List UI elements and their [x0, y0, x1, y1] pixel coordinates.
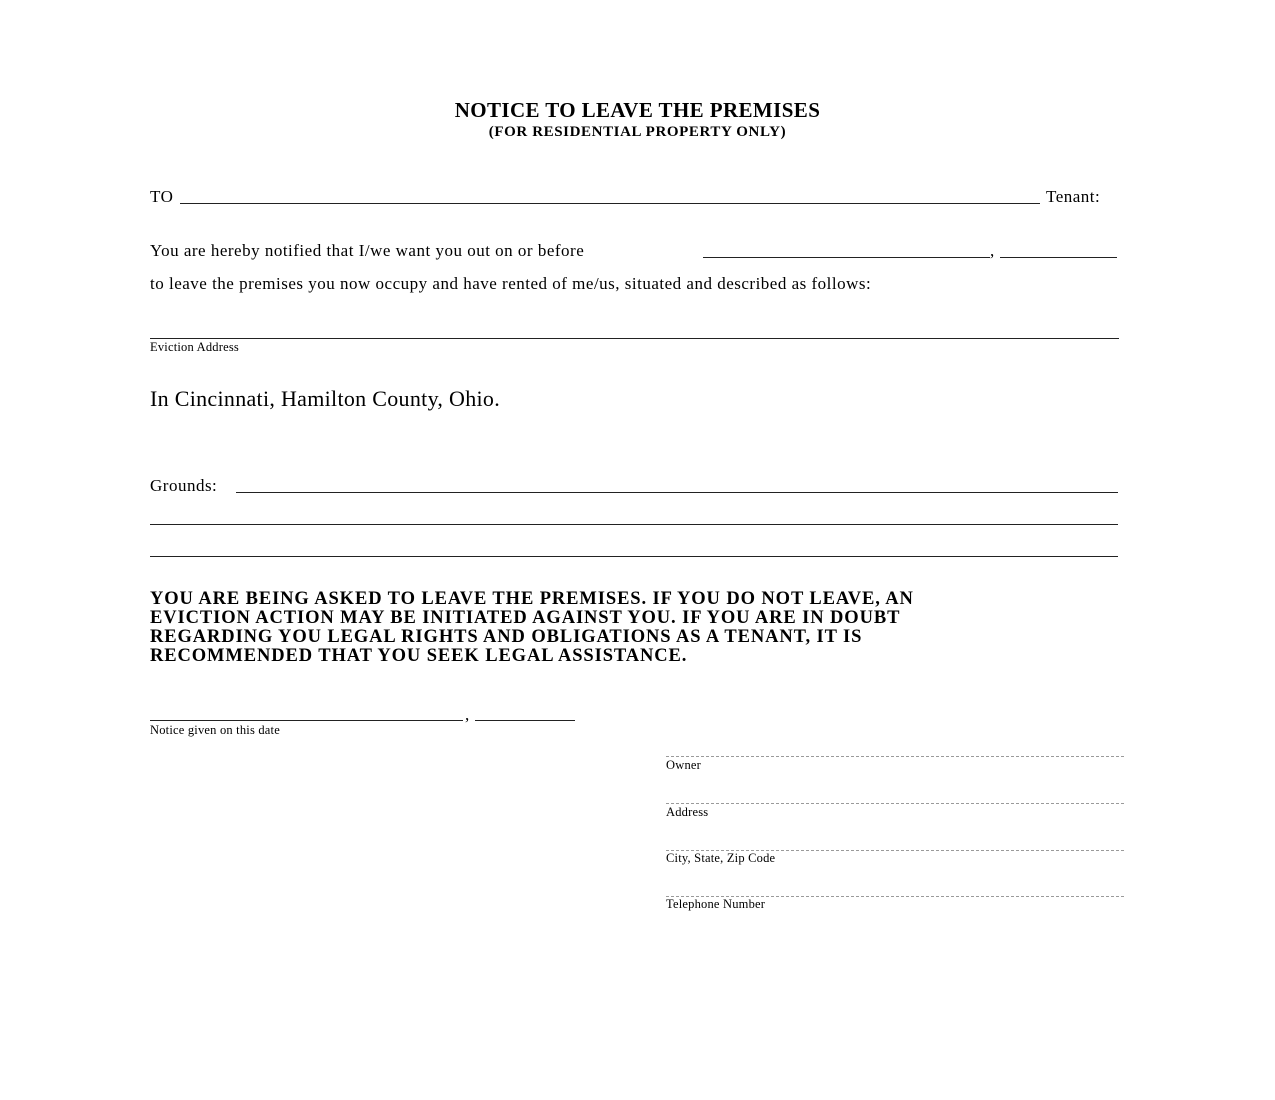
owner-label: Owner — [666, 758, 702, 772]
owner-address-field[interactable] — [666, 803, 1124, 804]
to-label: TO — [150, 187, 174, 206]
warning-line: REGARDING YOU LEGAL RIGHTS AND OBLIGATIONS AS A TENANT, IT IS — [150, 627, 863, 647]
eviction-address-label: Eviction Address — [150, 340, 239, 354]
notice-date-field[interactable] — [150, 720, 463, 721]
grounds-field-3[interactable] — [150, 556, 1118, 557]
telephone-label: Telephone Number — [666, 897, 766, 911]
city-state-zip-label: City, State, Zip Code — [666, 851, 776, 865]
document-title: NOTICE TO LEAVE THE PREMISES — [454, 98, 821, 122]
warning-line: YOU ARE BEING ASKED TO LEAVE THE PREMISES. IF YOU DO NOT LEAVE, AN — [150, 589, 914, 609]
notified-text: You are hereby notified that I/we want you out on or before — [150, 241, 585, 260]
tenant-name-field[interactable] — [180, 203, 1040, 204]
grounds-field-1[interactable] — [236, 492, 1118, 493]
owner-address-label: Address — [666, 805, 709, 819]
warning-line: EVICTION ACTION MAY BE INITIATED AGAINST YOU. IF YOU ARE IN DOUBT — [150, 608, 901, 628]
notice-date-comma: , — [465, 705, 470, 724]
comma: , — [990, 241, 995, 260]
notice-year-field[interactable] — [475, 720, 575, 721]
notice-date-label: Notice given on this date — [150, 723, 280, 737]
tenant-label: Tenant: — [1046, 187, 1101, 206]
warning-line: RECOMMENDED THAT YOU SEEK LEGAL ASSISTANCE. — [150, 646, 688, 666]
grounds-field-2[interactable] — [150, 524, 1118, 525]
eviction-address-field[interactable] — [150, 338, 1119, 339]
vacate-year-field[interactable] — [1000, 257, 1117, 258]
grounds-label: Grounds: — [150, 476, 218, 495]
document-subtitle: (FOR RESIDENTIAL PROPERTY ONLY) — [488, 124, 787, 140]
premises-text: to leave the premises you now occupy and have rented of me/us, situated and described as follows: — [150, 274, 872, 293]
owner-field[interactable] — [666, 756, 1124, 757]
warning-notice — [150, 590, 1130, 666]
vacate-date-field[interactable] — [703, 257, 990, 258]
location-text: In Cincinnati, Hamilton County, Ohio. — [150, 386, 501, 411]
